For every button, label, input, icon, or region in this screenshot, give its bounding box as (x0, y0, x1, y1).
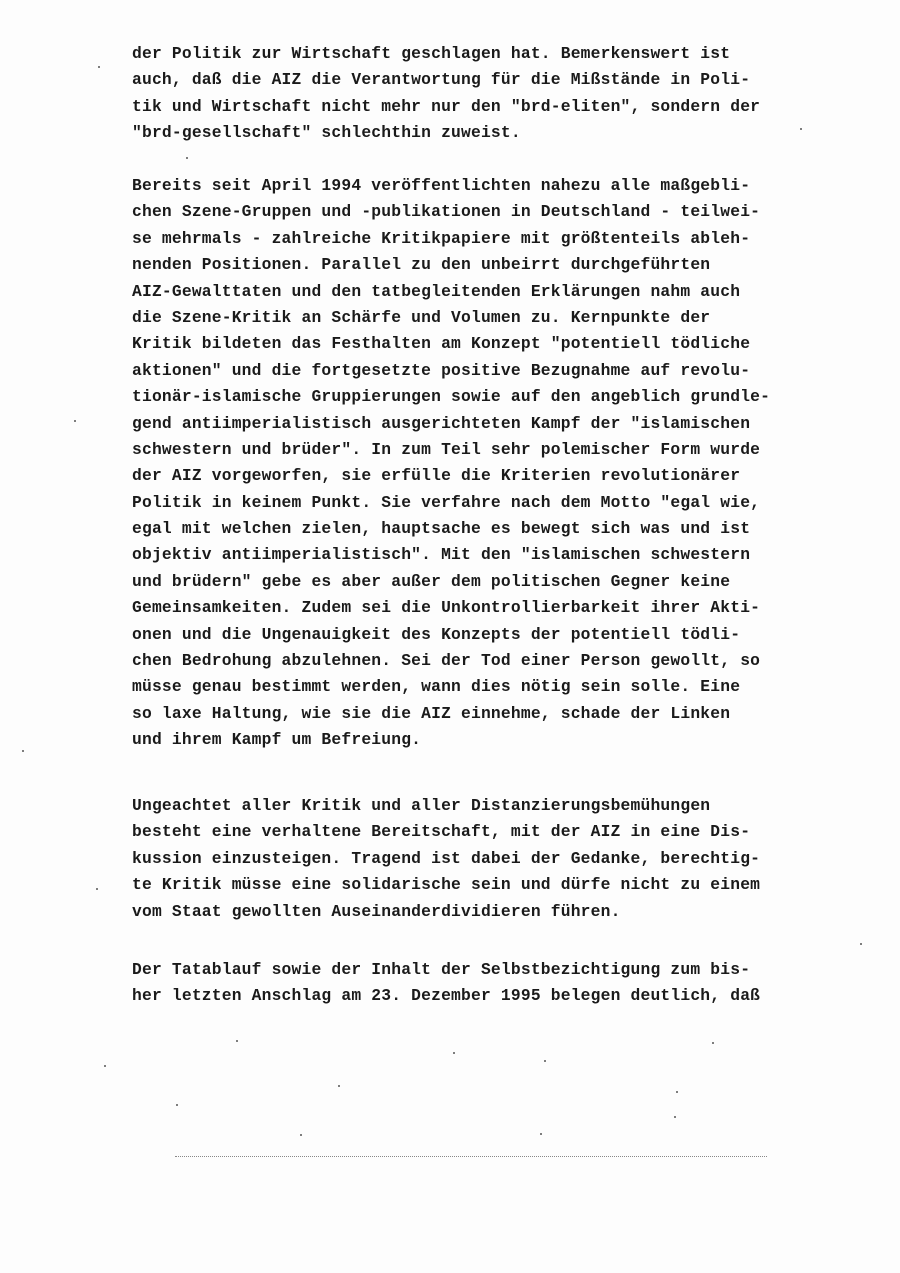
text-line: müsse genau bestimmt werden, wann dies nötig sein solle. Eine (132, 677, 741, 697)
scan-speck (22, 750, 24, 752)
text-line: chen Szene-Gruppen und -publikationen in Deutschland - teilwei- (132, 202, 761, 222)
scan-speck (98, 66, 100, 68)
text-line: und ihrem Kampf um Befreiung. (132, 730, 422, 750)
text-line: und brüdern" gebe es aber außer dem politischen Gegner keine (132, 571, 731, 591)
text-line: AIZ-Gewalttaten und den tatbegleitenden Erklärungen nahm auch (132, 281, 741, 301)
scan-speck (544, 1060, 546, 1062)
text-line: objektiv antiimperialistisch". Mit den "islamischen schwestern (132, 545, 751, 565)
text-line: schwestern und brüder". In zum Teil sehr polemischer Form wurde (132, 439, 761, 459)
text-line: vom Staat gewollten Auseinanderdividieren führen. (132, 901, 621, 921)
text-line: nenden Positionen. Parallel zu den unbeirrt durchgeführten (132, 255, 711, 275)
text-line: die Szene-Kritik an Schärfe und Volumen zu. Kernpunkte der (132, 307, 711, 327)
scan-speck (186, 157, 188, 159)
paragraph-4 (132, 957, 852, 1010)
scan-speck (540, 1133, 542, 1135)
text-line: gend antiimperialistisch ausgerichteten Kampf der "islamischen (132, 413, 751, 433)
text-line: Politik in keinem Punkt. Sie verfahre nach dem Motto "egal wie, (132, 492, 761, 512)
scan-speck (674, 1116, 676, 1118)
text-line: Der Tatablauf sowie der Inhalt der Selbstbezichtigung zum bis- (132, 960, 751, 979)
scan-speck (453, 1052, 455, 1054)
text-line: Gemeinsamkeiten. Zudem sei die Unkontrollierbarkeit ihrer Akti- (132, 598, 761, 618)
text-line: Bereits seit April 1994 veröffentlichten nahezu alle maßgebli- (132, 176, 751, 195)
scan-speck (96, 888, 98, 890)
text-line: Ungeachtet aller Kritik und aller Distanzierungsbemühungen (132, 796, 711, 815)
text-line: besteht eine verhaltene Bereitschaft, mit der AIZ in eine Dis- (132, 822, 751, 842)
text-line: her letzten Anschlag am 23. Dezember 1995 belegen deutlich, daß (132, 986, 761, 1006)
text-line: kussion einzusteigen. Tragend ist dabei der Gedanke, berechtig- (132, 848, 761, 868)
scan-speck (300, 1134, 302, 1136)
scan-speck (338, 1085, 340, 1087)
text-line: tik und Wirtschaft nicht mehr nur den "brd-eliten", sondern der (132, 96, 761, 116)
text-line: se mehrmals - zahlreiche Kritikpapiere mit größtenteils ableh- (132, 228, 751, 248)
scan-speck (676, 1091, 678, 1093)
text-line: egal mit welchen zielen, hauptsache es bewegt sich was und ist (132, 519, 751, 539)
scan-speck (104, 1065, 106, 1067)
scan-speck (236, 1040, 238, 1042)
scan-speck (860, 943, 862, 945)
text-line: onen und die Ungenauigkeit des Konzepts der potentiell tödli- (132, 624, 741, 644)
paragraph-1 (132, 41, 852, 147)
text-line: Kritik bildeten das Festhalten am Konzept "potentiell tödliche (132, 334, 751, 354)
text-line: chen Bedrohung abzulehnen. Sei der Tod einer Person gewollt, so (132, 651, 761, 671)
scan-speck (74, 420, 76, 422)
footer-dotted-rule (175, 1156, 767, 1157)
text-line: te Kritik müsse eine solidarische sein und dürfe nicht zu einem (132, 875, 761, 895)
paragraph-3 (132, 793, 852, 925)
text-line: der Politik zur Wirtschaft geschlagen hat. Bemerkenswert ist (132, 44, 731, 63)
scan-speck (800, 128, 802, 130)
text-line: "brd-gesellschaft" schlechthin zuweist. (132, 123, 521, 143)
scan-speck (176, 1104, 178, 1106)
paragraph-2 (132, 173, 852, 754)
text-line: aktionen" und die fortgesetzte positive Bezugnahme auf revolu- (132, 360, 751, 380)
text-line: so laxe Haltung, wie sie die AIZ einnehme, schade der Linken (132, 703, 731, 723)
text-line: tionär-islamische Gruppierungen sowie auf den angeblich grundle- (132, 387, 771, 407)
scan-speck (712, 1042, 714, 1044)
text-line: auch, daß die AIZ die Verantwortung für die Mißstände in Poli- (132, 70, 751, 90)
text-line: der AIZ vorgeworfen, sie erfülle die Kriterien revolutionärer (132, 466, 741, 486)
